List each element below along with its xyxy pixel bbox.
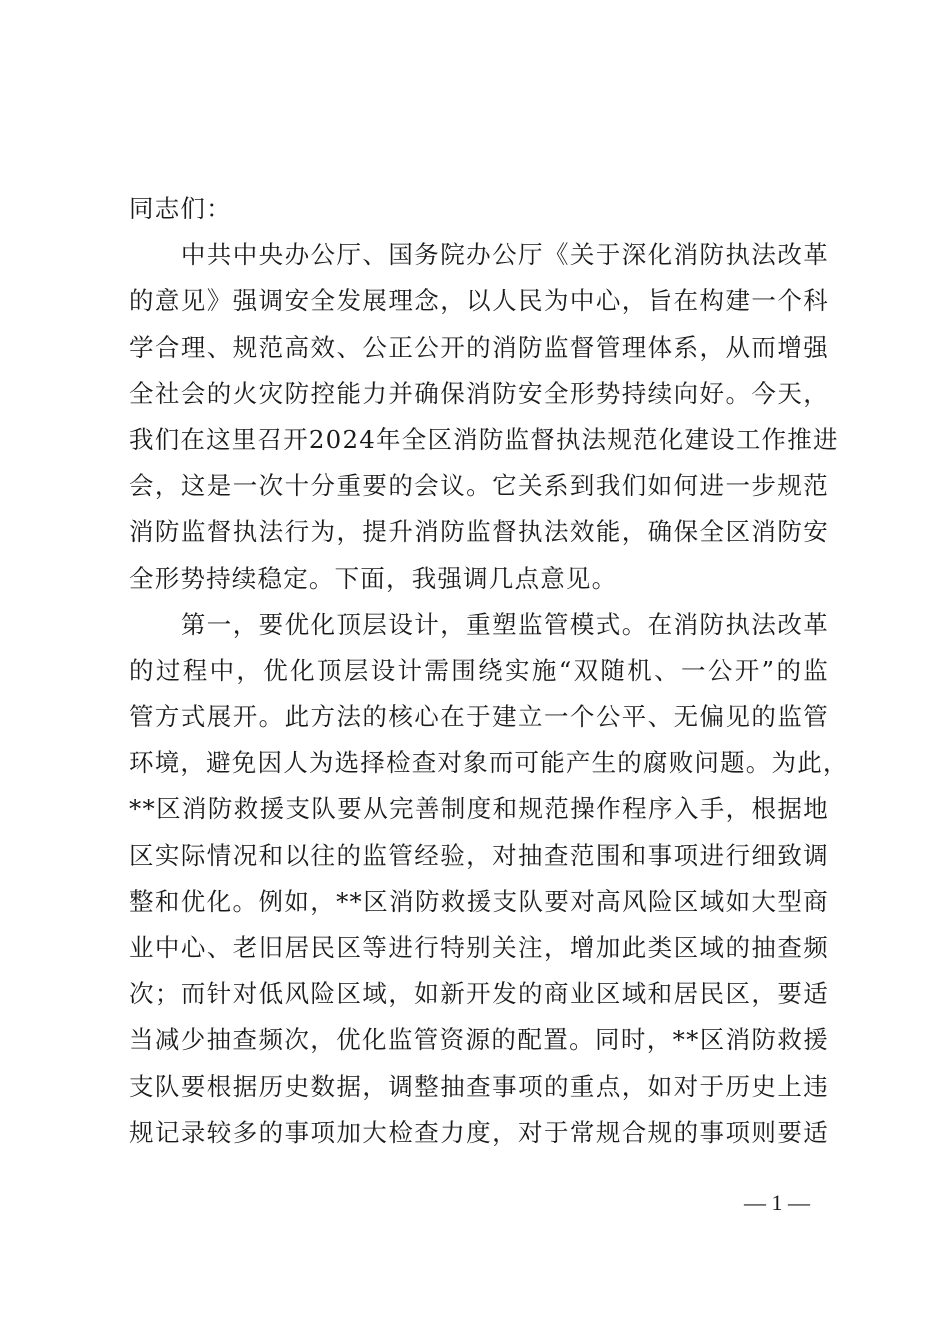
body-line: 我们在这里召开2024年全区消防监督执法规范化建设工作推进 bbox=[129, 424, 839, 454]
body-line: 的意见》强调安全发展理念，以人民为中心，旨在构建一个科 bbox=[129, 286, 829, 316]
body-line: 规记录较多的事项加大检查力度，对于常规合规的事项则要适 bbox=[129, 1117, 829, 1147]
page-number: — 1 — bbox=[744, 1190, 810, 1215]
body-line: 中共中央办公厅、国务院办公厅《关于深化消防执法改革 bbox=[129, 240, 829, 270]
body-line: 消防监督执法行为，提升消防监督执法效能，确保全区消防安 bbox=[129, 517, 829, 547]
body-line: **区消防救援支队要从完善制度和规范操作程序入手，根据地 bbox=[129, 794, 829, 824]
body-line: 管方式展开。此方法的核心在于建立一个公平、无偏见的监管 bbox=[129, 702, 829, 732]
salutation-line: 同志们： bbox=[129, 194, 232, 223]
document-body bbox=[129, 186, 849, 1156]
body-line: 支队要根据历史数据，调整抽查事项的重点，如对于历史上违 bbox=[129, 1071, 829, 1101]
body-line: 环境，避免因人为选择检查对象而可能产生的腐败问题。为此， bbox=[129, 748, 849, 778]
body-line: 整和优化。例如，**区消防救援支队要对高风险区域如大型商 bbox=[129, 886, 829, 916]
body-line: 学合理、规范高效、公正公开的消防监督管理体系，从而增强 bbox=[129, 332, 829, 362]
body-line: 会，这是一次十分重要的会议。它关系到我们如何进一步规范 bbox=[129, 471, 829, 501]
body-line: 全社会的火灾防控能力并确保消防安全形势持续向好。今天， bbox=[129, 378, 829, 408]
body-line: 业中心、老旧居民区等进行特别关注，增加此类区域的抽查频 bbox=[129, 933, 829, 962]
body-line: 当减少抽查频次，优化监管资源的配置。同时，**区消防救援 bbox=[129, 1025, 829, 1055]
body-line: 区实际情况和以往的监管经验，对抽查范围和事项进行细致调 bbox=[129, 840, 829, 870]
body-line: 次；而针对低风险区域，如新开发的商业区域和居民区，要适 bbox=[129, 979, 829, 1009]
body-line: 全形势持续稳定。下面，我强调几点意见。 bbox=[129, 563, 618, 593]
body-line: 第一，要优化顶层设计，重塑监管模式。在消防执法改革 bbox=[129, 609, 829, 639]
body-line: 的过程中，优化顶层设计需围绕实施“双随机、一公开”的监 bbox=[129, 655, 829, 685]
